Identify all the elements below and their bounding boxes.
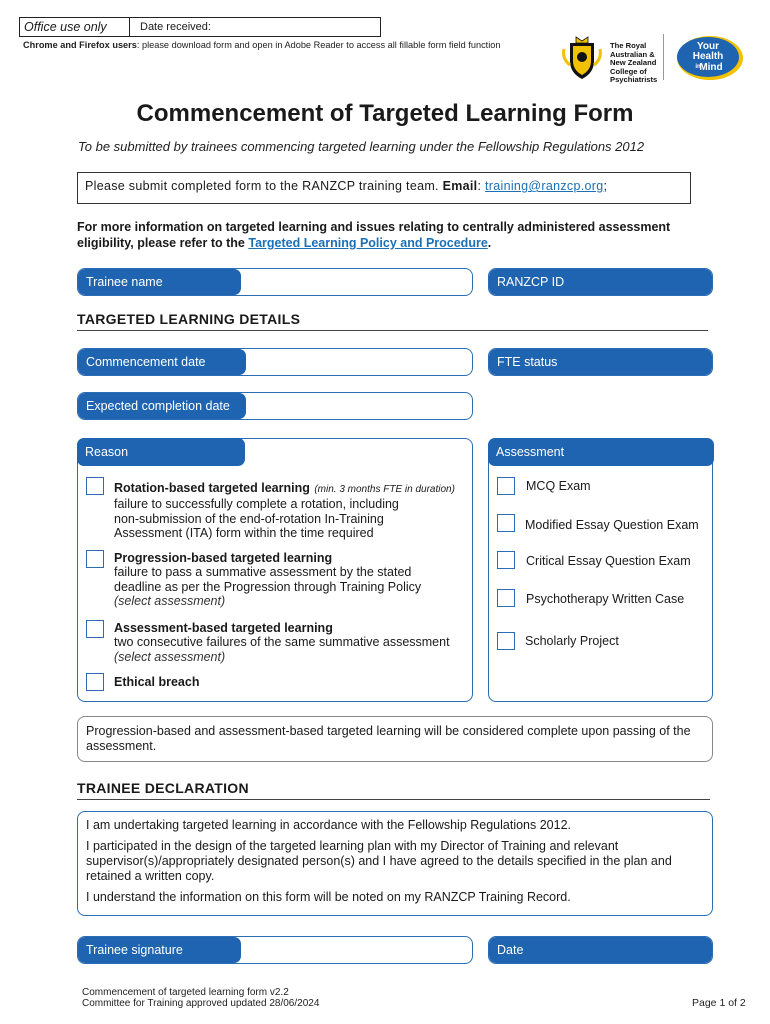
date-received-field[interactable]: Date received: xyxy=(140,21,211,33)
college-name-line: The Royal xyxy=(610,41,647,50)
your-health-in-mind-logo xyxy=(675,35,745,81)
logo-divider xyxy=(663,34,664,80)
assessment-option-label: Scholarly Project xyxy=(525,634,619,648)
declaration-statement: I participated in the design of the targeted learning plan with my Director of Training and relevant supervisor(s)/appropriately designated person(s) and I have agreed to the details specified in the plan and retained a written copy. xyxy=(86,839,672,883)
assessment-panel xyxy=(488,438,713,702)
progression-based-option xyxy=(114,551,469,608)
select-assessment-link[interactable]: (select assessment) xyxy=(114,594,226,608)
ethical-breach-checkbox[interactable] xyxy=(86,673,104,691)
yhim-text: in xyxy=(695,64,701,70)
yhim-text: Mind xyxy=(699,62,723,73)
trainee-signature-label: Trainee signature xyxy=(78,937,241,963)
yhim-text: Health xyxy=(692,51,724,62)
submit-trailing: ; xyxy=(603,179,608,193)
office-use-box xyxy=(19,17,381,37)
page-subtitle: To be submitted by trainees commencing targeted learning under the Fellowship Regulations 2012 xyxy=(78,139,645,154)
option-title: Progression-based targeted learning xyxy=(114,551,333,565)
fte-status-label: FTE status xyxy=(489,349,712,375)
assessment-option-label: Critical Essay Question Exam xyxy=(526,554,691,568)
fte-status-field[interactable] xyxy=(488,348,713,376)
meq-exam-checkbox[interactable] xyxy=(497,514,515,532)
expected-completion-label: Expected completion date xyxy=(78,393,246,419)
option-desc: non-submission of the end-of-rotation In-Training xyxy=(114,511,384,526)
option-title: Rotation-based targeted learning xyxy=(114,481,310,495)
psychotherapy-case-checkbox[interactable] xyxy=(497,589,515,607)
option-desc: deadline as per the Progression through Training Policy xyxy=(114,579,422,594)
assessment-option-label: MCQ Exam xyxy=(526,479,591,493)
college-name-line: Psychiatrists xyxy=(610,75,658,84)
declaration-statement: I am undertaking targeted learning in accordance with the Fellowship Regulations 2012. xyxy=(86,818,572,832)
yhim-text: Your xyxy=(696,41,720,52)
footer-version xyxy=(82,987,319,1009)
page-title: Commencement of Targeted Learning Form xyxy=(136,100,634,127)
submit-text: Please submit completed form to the RANZCP training team. xyxy=(85,179,443,193)
footer-approved: Committee for Training approved xyxy=(82,998,228,1009)
assessment-option-label: Psychotherapy Written Case xyxy=(526,592,685,606)
policy-info xyxy=(77,219,717,251)
browser-notice-bold: Chrome and Firefox users xyxy=(23,40,137,50)
scholarly-project-checkbox[interactable] xyxy=(497,632,515,650)
college-name-line: New Zealand xyxy=(610,58,657,67)
college-name xyxy=(610,42,670,85)
footer-line1: Commencement of targeted learning form v2.2 xyxy=(82,987,289,998)
trainee-declaration-heading: TRAINEE DECLARATION xyxy=(77,780,710,800)
declaration-box xyxy=(77,811,713,916)
ranzcp-id-label: RANZCP ID xyxy=(489,269,712,295)
progression-based-checkbox[interactable] xyxy=(86,550,104,568)
college-name-line: College of xyxy=(610,66,647,76)
office-use-label: Office use only xyxy=(20,18,130,36)
assessment-based-option xyxy=(114,621,469,664)
option-note: (min. 3 months FTE in duration) xyxy=(314,484,455,495)
commencement-date-field[interactable] xyxy=(77,348,473,376)
browser-notice xyxy=(23,40,501,50)
option-desc: Assessment (ITA) form within the time required xyxy=(114,526,374,540)
assessment-option-label: Modified Essay Question Exam xyxy=(525,518,699,532)
email-link[interactable]: training@ranzcp.org xyxy=(485,179,604,193)
date-label: Date xyxy=(489,937,712,963)
ethical-breach-label: Ethical breach xyxy=(114,675,200,689)
targeted-learning-heading: TARGETED LEARNING DETAILS xyxy=(77,311,708,331)
option-desc: failure to successfully complete a rotation, including xyxy=(114,497,399,511)
email-label: Email xyxy=(442,179,478,193)
rotation-based-option xyxy=(114,479,469,541)
college-crest-icon xyxy=(560,35,604,81)
ceq-exam-checkbox[interactable] xyxy=(497,551,515,569)
expected-completion-field[interactable] xyxy=(77,392,473,420)
policy-link[interactable]: Targeted Learning Policy and Procedure xyxy=(248,236,488,250)
page-number: Page 1 of 2 xyxy=(692,997,746,1009)
option-desc: failure to pass a summative assessment by the stated xyxy=(114,565,412,579)
assessment-label: Assessment xyxy=(488,438,714,466)
date-field[interactable] xyxy=(488,936,713,964)
trainee-name-field[interactable] xyxy=(77,268,473,296)
reason-label: Reason xyxy=(77,438,245,466)
browser-notice-text: : please download form and open in Adobe Reader to access all fillable form field function xyxy=(136,40,501,50)
commencement-date-label: Commencement date xyxy=(78,349,246,375)
option-title: Assessment-based targeted learning xyxy=(114,621,333,635)
trainee-signature-field[interactable] xyxy=(77,936,473,964)
trainee-name-label: Trainee name xyxy=(78,269,241,295)
footer-updated: updated 28/06/2024 xyxy=(230,998,320,1009)
college-name-line: Australian & xyxy=(610,49,655,59)
policy-info-text: For more information on targeted learning and issues relating to centrally administered assessment eligibility, please refer to the xyxy=(77,220,671,250)
policy-info-end: . xyxy=(487,236,492,250)
submit-instruction-box: Please submit completed form to the RANZCP training team. Email: training@ranzcp.org; xyxy=(77,172,691,204)
ranzcp-id-field[interactable] xyxy=(488,268,713,296)
completion-note: Progression-based and assessment-based targeted learning will be considered complete upon passing of the assessment. xyxy=(77,716,713,762)
mcq-exam-checkbox[interactable] xyxy=(497,477,515,495)
rotation-based-checkbox[interactable] xyxy=(86,477,104,495)
option-desc: two consecutive failures of the same summative assessment xyxy=(114,635,450,649)
declaration-statement: I understand the information on this form will be noted on my RANZCP Training Record. xyxy=(86,890,571,904)
assessment-based-checkbox[interactable] xyxy=(86,620,104,638)
select-assessment-link[interactable]: (select assessment) xyxy=(114,649,226,664)
